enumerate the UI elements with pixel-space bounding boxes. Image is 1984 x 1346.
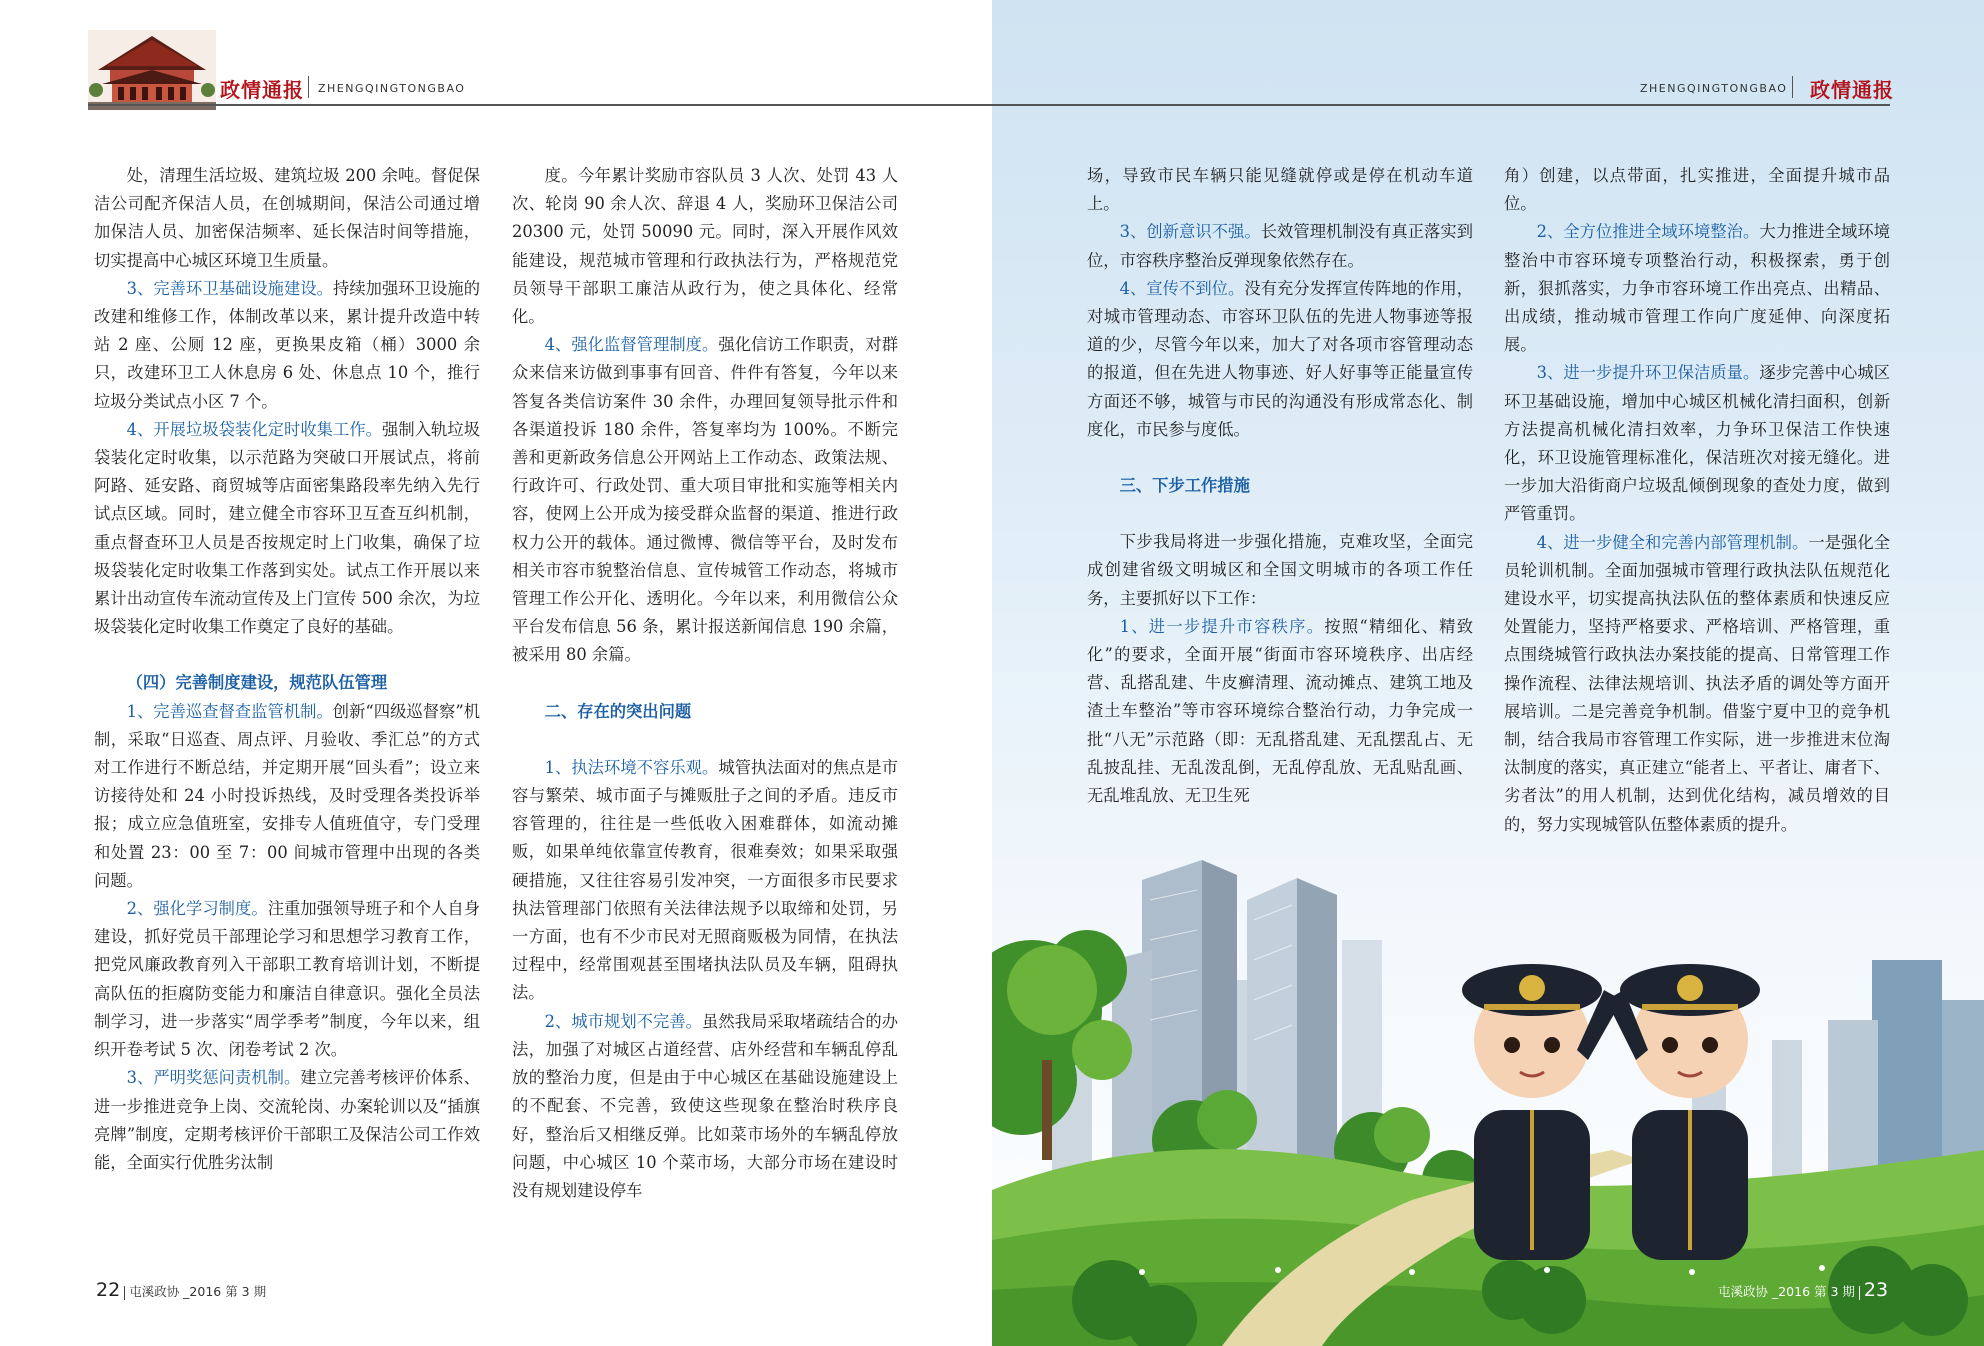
paragraph (1504, 529, 1890, 839)
page-number-right: 23 (1863, 1279, 1889, 1301)
paragraph-gap (1087, 500, 1473, 528)
paragraph-text: 角）创建，以点带面，扎实推进，全面提升城市品位。 (1504, 166, 1890, 214)
paragraph-text: 建立完善考核评价体系、进一步推进竞争上岗、交流轮岗、办案轮训以及“插旗亮牌”制度，定期考核评价干部职工及保洁公司工作效能，全面实行优胜劣汰制 (94, 1068, 480, 1172)
paragraph-text: 虽然我局采取堵疏结合的办法，加强了对城区占道经营、店外经营和车辆乱停乱放的整治力度，但是由于中心城区在基础设施建设上的不配套、不完善，致使这些现象在整治时秩序良好，整治后又相继反弹。比如菜市场外的车辆乱停放问题，中心城区 10 个菜市场，大部分市场在建设时没有规划建设停车 (512, 1011, 898, 1200)
text-column-4 (1504, 162, 1890, 839)
paragraph-text: 度。今年累计奖励市容队员 3 人次、处罚 43 人次、轮岗 90 余人次、辞退 4 人，奖励环卫保洁公司 20300 元，处罚 50090 元。同时，深入开展作风效能建设，规范城市管理和行政执法行为，严格规范党员领导干部职工廉洁从政行为，使之具体化、经常化。 (512, 166, 898, 327)
section-heading: （四）完善制度建设，规范队伍管理 (126, 673, 388, 693)
paragraph (1087, 218, 1473, 274)
right-page (992, 0, 1984, 1346)
paragraph-text: 场，导致市民车辆只能见缝就停或是停在机动车道上。 (1087, 166, 1473, 214)
paragraph-text: 下步我局将进一步强化措施，克难攻坚，全面完成创建省级文明城区和全国文明城市的各项工作任务，主要抓好以下工作： (1087, 532, 1473, 608)
text-column-2 (512, 162, 898, 1205)
magazine-name-right: 政情通报 (1810, 78, 1894, 102)
header-rule (88, 104, 992, 106)
paragraph-lead: 4、开展垃圾袋装化定时收集工作。 (126, 419, 383, 439)
paragraph-text: 强化信访工作职责，对群众来信来访做到事事有回音、件件有答复，今年以来答复各类信访案件 30 余件，办理回复领导批示件和各渠道投诉 180 余件，答复率均为 100%。不断完善和更新政务信息公开网站上工作动态、政策法规、行政许可、行政处罚、重大项目审批和实施等相关内容，使网上公开成为接受群众监督的渠道、推进行政权力公开的载体。通过微博、微信等平台，及时发布相关市容市貌整治信息、宣传城管工作动态，将城市管理工作公开化、透明化。今年以来，利用微信公众平台发布信息 56 条，累计报送新闻信息 190 余篇，被采用 80 余篇。 (512, 335, 898, 665)
paragraph-lead: 4、强化监督管理制度。 (544, 335, 719, 355)
paragraph (94, 275, 480, 416)
paragraph (1504, 162, 1890, 218)
paragraph-lead: 2、城市规划不完善。 (544, 1011, 703, 1031)
pavilion-logo-icon (88, 30, 216, 110)
paragraph (512, 331, 898, 669)
paragraph (94, 416, 480, 642)
paragraph-text: 大力推进全域环境整治中市容环境专项整治行动，积极探索，勇于创新，狠抓落实，力争市容环境工作出亮点、出精品、出成绩，推动城市管理工作向广度延伸、向深度拓展。 (1504, 222, 1890, 355)
header-rule-right (992, 104, 1890, 106)
paragraph (1087, 275, 1473, 444)
paragraph-gap (1087, 444, 1473, 472)
paragraph (94, 895, 480, 1064)
paragraph-lead: 1、进一步提升市容秩序。 (1119, 616, 1325, 636)
paragraph (512, 1008, 898, 1205)
paragraph-lead: 1、执法环境不容乐观。 (544, 757, 719, 777)
paragraph-lead: 4、进一步健全和完善内部管理机制。 (1536, 532, 1809, 552)
paragraph-text: 创新“四级巡督察”机制，采取“日巡查、周点评、月验收、季汇总”的方式对工作进行不断总结，并定期开展“回头看”；设立来访接待处和 24 小时投诉热线，及时受理各类投诉举报；成立应急值班室，安排专人值班值守，专门受理和处置 23：00 至 7：00 间城市管理中出现的各类问题。 (94, 701, 480, 890)
paragraph (512, 754, 898, 1008)
header-divider (308, 76, 309, 98)
paragraph-text: 按照“精细化、精致化”的要求，全面开展“街面市容环境秩序、出店经营、乱搭乱建、牛皮癣清理、流动摊点、建筑工地及渣土车整治”等市容环境综合整治行动，力争完成一批“八无”示范路（即：无乱搭乱建、无乱摆乱占、无乱披乱挂、无乱泼乱倒，无乱停乱放、无乱贴乱画、无乱堆乱放、无卫生死 (1087, 616, 1473, 806)
paragraph-lead: 1、完善巡查督查监管机制。 (126, 701, 333, 721)
footer-left (96, 1279, 266, 1301)
magazine-pinyin-right: ZHENGQINGTONGBAO (1640, 82, 1788, 95)
paragraph-text: 一是强化全员轮训机制。全面加强城市管理行政执法队伍规范化建设水平，切实提高执法队伍的整体素质和快速反应处置能力，坚持严格要求、严格培训、严格管理，重点围绕城管行政执法办案技能的提高、日常管理工作操作流程、法律法规培训、执法矛盾的调处等方面开展培训。二是完善竞争机制。借鉴宁夏中卫的竞争机制，结合我局市容管理工作实际，进一步推进末位淘汰制度的落实，真正建立“能者上、平者让、庸者下、劣者汰”的用人机制，达到优化结构，减员增效的目的，努力实现城管队伍整体素质的提升。 (1504, 532, 1890, 834)
footer-divider (124, 1286, 125, 1300)
header-divider-right (1792, 76, 1793, 98)
paragraph (1087, 162, 1473, 218)
paragraph-text: 长效管理机制没有真正落实到位，市容秩序整治反弹现象依然存在。 (1087, 222, 1473, 270)
paragraph-text: 注重加强领导班子和个人自身建设，抓好党员干部理论学习和思想学习教育工作，把党风廉政教育列入干部职工教育培训计划，不断提高队伍的拒腐防变能力和廉洁自律意识。强化全员法制学习，进一步落实“周学季考”制度，今年以来，组织开卷考试 5 次、闭卷考试 2 次。 (94, 899, 480, 1060)
page-number: 22 (96, 1279, 121, 1301)
section-heading: 二、存在的突出问题 (544, 701, 692, 721)
footer-divider-right (1859, 1286, 1860, 1300)
paragraph-lead: 3、进一步提升环卫保洁质量。 (1536, 363, 1760, 383)
issue-label-right: 屯溪政协 _2016 第 3 期 (1718, 1284, 1855, 1299)
paragraph-lead: 3、严明奖惩问责机制。 (126, 1068, 301, 1088)
paragraph (1504, 218, 1890, 359)
issue-label: 屯溪政协 _2016 第 3 期 (129, 1284, 267, 1299)
footer-right (1718, 1279, 1888, 1301)
magazine-pinyin: ZHENGQINGTONGBAO (318, 82, 466, 95)
paragraph (512, 162, 898, 331)
paragraph-lead: 3、创新意识不强。 (1119, 222, 1261, 242)
paragraph-lead: 3、完善环卫基础设施建设。 (126, 278, 334, 298)
paragraph (1504, 359, 1890, 528)
paragraph-text: 没有充分发挥宣传阵地的作用，对城市管理动态、市容环卫队伍的先进人物事迹等报道的少，尽管今年以来，加大了对各项市容管理动态的报道，但在先进人物事迹、好人好事等正能量宣传方面还不够，城管与市民的沟通没有形成常态化、制度化，市民参与度低。 (1087, 278, 1473, 439)
section-heading: 三、下步工作措施 (1119, 476, 1250, 496)
paragraph-text: 逐步完善中心城区环卫基础设施，增加中心城区机械化清扫面积，创新方法提高机械化清扫效率，力争环卫保洁工作快速化，环卫设施管理标准化，保洁班次对接无缝化。进一步加大沿街商户垃圾乱倾倒现象的查处力度，做到严管重罚。 (1504, 363, 1890, 524)
paragraph (94, 162, 480, 275)
paragraph-gap (94, 641, 480, 669)
paragraph (1087, 613, 1473, 810)
paragraph-text: 强制入轨垃圾袋装化定时收集，以示范路为突破口开展试点，将前阿路、延安路、商贸城等店面密集路段率先纳入先行试点区域。同时，建立健全市容环卫互查互纠机制，重点督查环卫人员是否按规定时上门收集，确保了垃圾袋装化定时收集工作落到实处。试点工作开展以来累计出动宣传车流动宣传及上门宣传 500 余次，为垃圾袋装化定时收集工作奠定了良好的基础。 (94, 419, 480, 637)
paragraph-text: 持续加强环卫设施的改建和维修工作，体制改革以来，累计提升改造中转站 2 座、公厕 12 座，更换果皮箱（桶）3000 余只，改建环卫工人休息房 6 处、休息点 10 个，推行垃圾分类试点小区 7 个。 (94, 278, 480, 411)
paragraph (94, 698, 480, 895)
paragraph-lead: 4、宣传不到位。 (1119, 278, 1245, 298)
paragraph-text: 处，清理生活垃圾、建筑垃圾 200 余吨。督促保洁公司配齐保洁人员，在创城期间，保洁公司通过增加保洁人员、加密保洁频率、延长保洁时间等措施，切实提高中心城区环境卫生质量。 (94, 166, 480, 270)
paragraph-lead: 2、强化学习制度。 (126, 899, 268, 919)
text-column-1 (94, 162, 480, 1177)
paragraph-gap (512, 670, 898, 698)
magazine-name: 政情通报 (220, 78, 304, 102)
paragraph-text: 城管执法面对的焦点是市容与繁荣、城市面子与摊贩肚子之间的矛盾。违反市容管理的，往往是一些低收入困难群体，如流动摊贩，如果单纯依靠宣传教育，很难奏效；如果采取强硬措施，又往往容易引发冲突，一方面很多市民要求执法管理部门依照有关法律法规予以取缔和处罚，另一方面，也有不少市民对无照商贩极为同情，在执法过程中，经常围观甚至围堵执法队员及车辆，阻碍执法。 (512, 757, 898, 1003)
paragraph-lead: 2、全方位推进全域环境整治。 (1536, 222, 1760, 242)
paragraph-gap (512, 726, 898, 754)
paragraph (94, 1064, 480, 1177)
paragraph (1087, 528, 1473, 613)
text-column-3 (1087, 162, 1473, 810)
